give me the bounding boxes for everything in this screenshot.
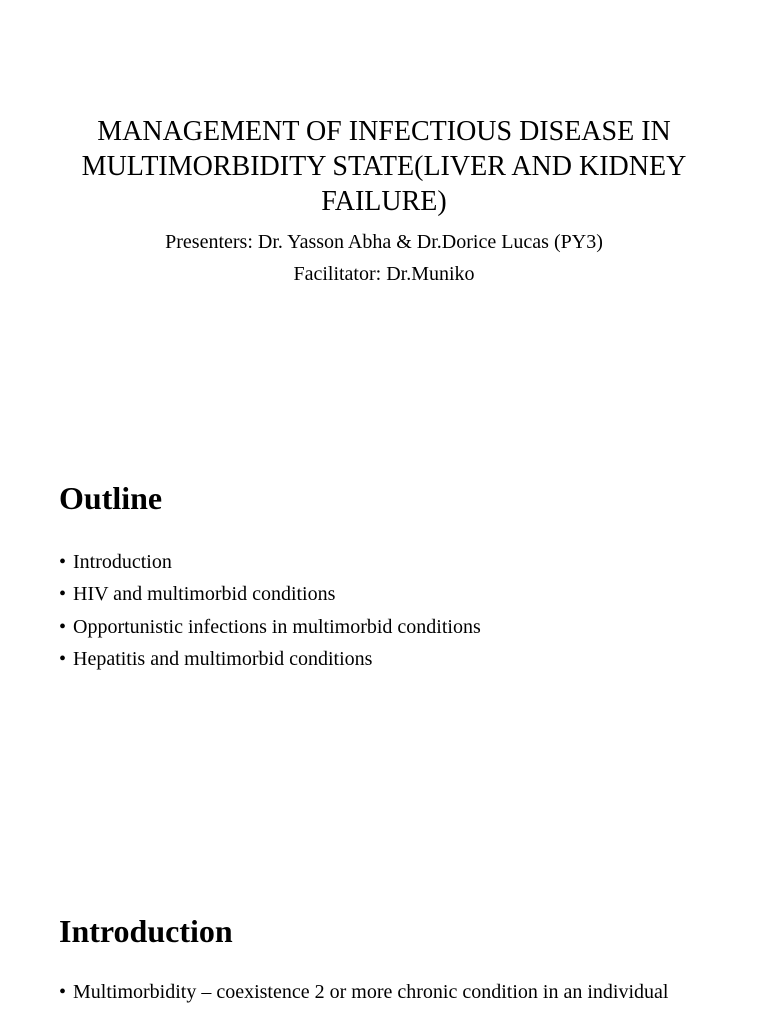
bullet-icon: •: [59, 981, 67, 1003]
list-item: [59, 611, 699, 643]
facilitator-text: Facilitator: Dr.Muniko: [293, 263, 475, 285]
list-item-text: Multimorbidity – coexistence 2 or more chronic condition in an individual: [73, 981, 669, 1003]
list-item-text: Introduction: [73, 551, 172, 573]
outline-slide: [0, 433, 768, 866]
introduction-heading: Introduction: [59, 913, 233, 949]
list-item: [59, 980, 699, 1004]
introduction-slide: [0, 866, 768, 1024]
presenters-text: Presenters: Dr. Yasson Abha & Dr.Dorice Lucas (PY3): [165, 231, 603, 253]
bullet-icon: •: [59, 583, 67, 606]
bullet-icon: •: [59, 551, 67, 573]
list-item: [59, 578, 699, 610]
outline-bullet-list: [59, 546, 699, 676]
list-item: [59, 643, 699, 675]
list-item: [59, 546, 699, 578]
introduction-bullet-list: [59, 980, 699, 1004]
list-item-text: Opportunistic infections in multimorbid conditions: [73, 615, 481, 638]
list-item-text: Hepatitis and multimorbid conditions: [73, 648, 373, 671]
title-slide: [0, 0, 768, 433]
bullet-icon: •: [59, 615, 67, 638]
bullet-icon: •: [59, 648, 67, 671]
list-item-text: HIV and multimorbid conditions: [73, 583, 336, 606]
presentation-title: MANAGEMENT OF INFECTIOUS DISEASE IN MULTIMORBIDITY STATE(LIVER AND KIDNEY FAILURE): [81, 116, 687, 217]
outline-heading: Outline: [59, 480, 163, 516]
